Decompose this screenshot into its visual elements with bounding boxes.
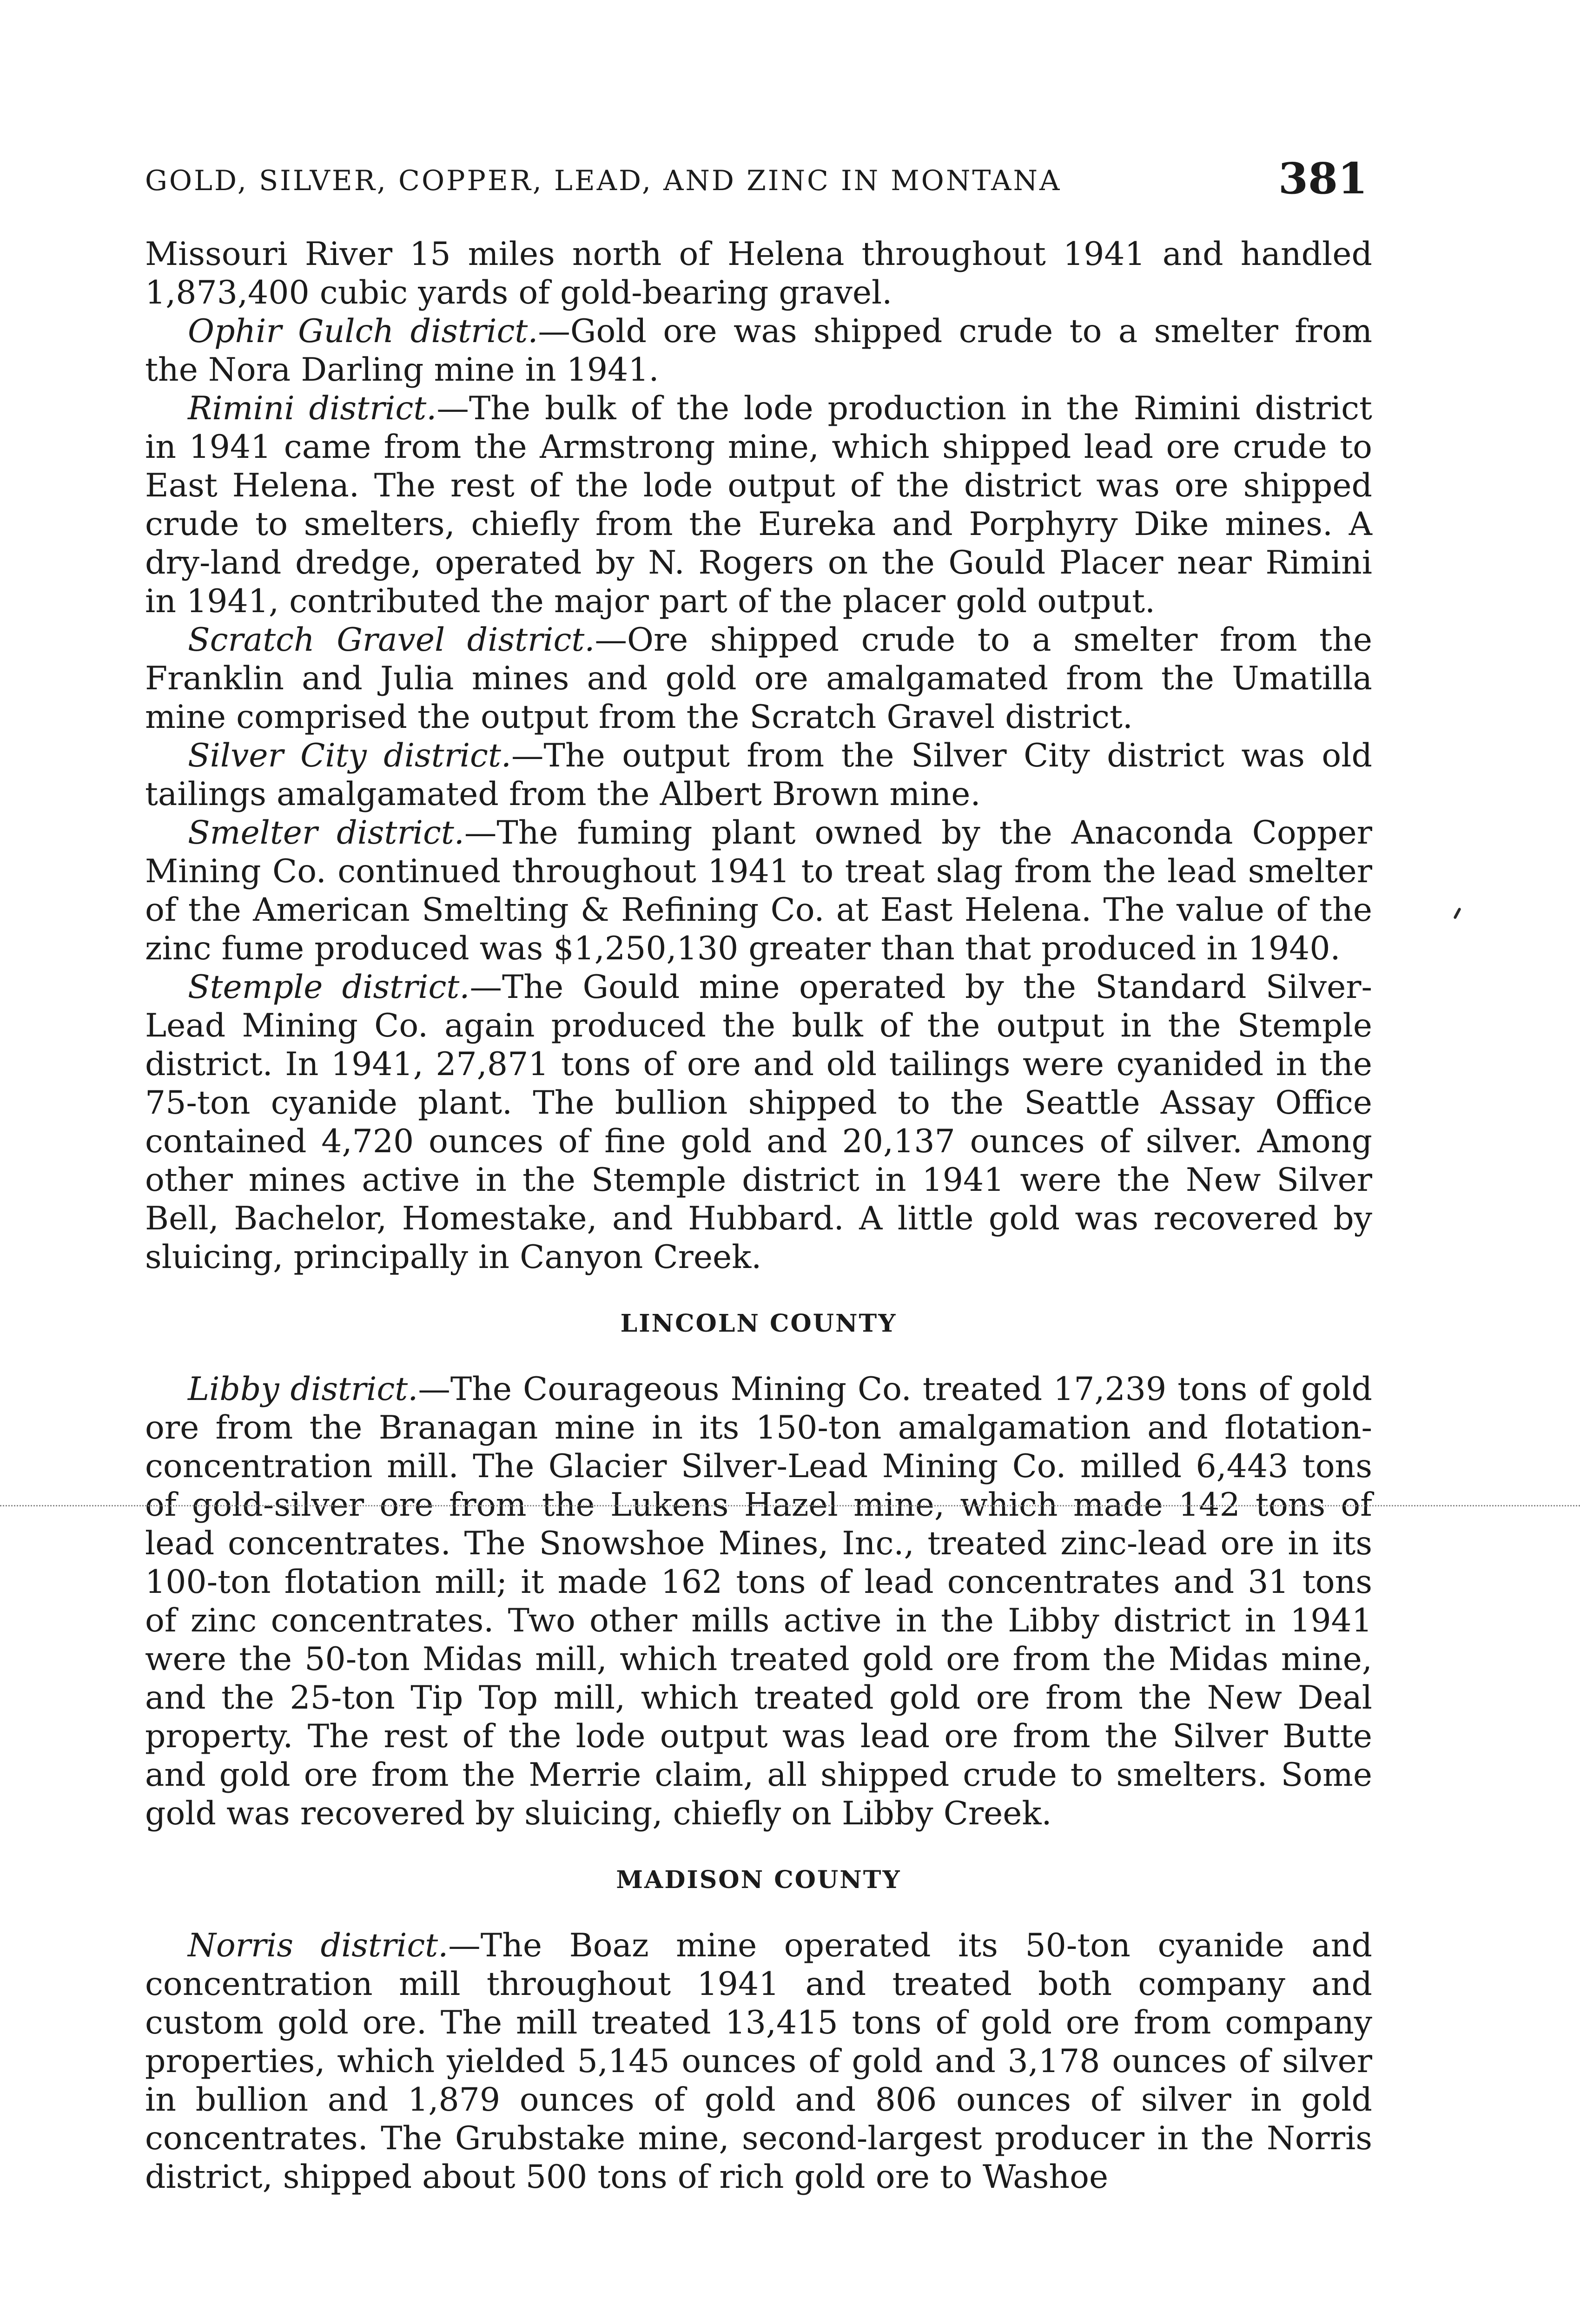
district-name: Scratch Gravel district. xyxy=(188,621,595,659)
paragraph-scratch-gravel xyxy=(145,621,1372,736)
scan-artifact-line xyxy=(0,1505,1580,1506)
district-name: Smelter district. xyxy=(188,814,464,852)
page-header xyxy=(145,153,1372,205)
scan-artifact-mark xyxy=(1453,907,1461,919)
district-name: Norris district. xyxy=(188,1927,449,1964)
paragraph-continuation xyxy=(145,235,1372,312)
district-name: Libby district. xyxy=(188,1370,418,1408)
district-name: Rimini district. xyxy=(188,390,437,427)
paragraph-text: —The Courageous Mining Co. treated 17,239 tons of gold ore from the Branagan mine in its 150-ton amalgamation and flotation-concentration mill. The Glacier Silver-Lead Mining Co. milled 6,443 tons of gold-silver ore from the Lukens Hazel mine, which made 142 tons of lead concentrates. The Snowshoe Mines, Inc., treated zinc-lead ore in its 100-ton flotation mill; it made 162 tons of lead concentrates and 31 tons of zinc concentrates. Two other mills active in the Libby district in 1941 were the 50-ton Midas mill, which treated gold ore from the Midas mine, and the 25-ton Tip Top mill, which treated gold ore from the New Deal property. The rest of the lode output was lead ore from the Silver Butte and gold ore from the Merrie claim, all shipped crude to smelters. Some gold was recovered by sluicing, chiefly on Libby Creek. xyxy=(145,1370,1372,1832)
paragraph-text: —The Boaz mine operated its 50-ton cyanide and concentration mill throughout 1941 and treated both company and custom gold ore. The mill treated 13,415 tons of gold ore from company properties, which yielded 5,145 ounces of gold and 3,178 ounces of silver in bullion and 1,879 ounces of gold and 806 ounces of silver in gold concentrates. The Grubstake mine, second-largest producer in the Norris district, shipped about 500 tons of rich gold ore to Washoe xyxy=(145,1927,1372,2196)
district-name: Stemple district. xyxy=(188,968,470,1006)
paragraph-text: —The output from the Silver City district was old tailings amalgamated from the Albert Brown mine. xyxy=(145,737,1372,813)
running-title: GOLD, SILVER, COPPER, LEAD, AND ZINC IN MONTANA xyxy=(145,165,1062,197)
paragraph-text: Missouri River 15 miles north of Helena throughout 1941 and handled 1,873,400 cubic yards of gold-bearing gravel. xyxy=(145,235,1372,311)
section-heading-lincoln-county: LINCOLN COUNTY xyxy=(620,1309,897,1338)
paragraph-norris xyxy=(145,1926,1372,2196)
paragraph-libby xyxy=(145,1370,1372,1833)
paragraph-text: —The fuming plant owned by the Anaconda Copper Mining Co. continued throughout 1941 to treat slag from the lead smelter of the American Smelting & Refining Co. at East Helena. The value of the zinc fume produced was $1,250,130 greater than that produced in 1940. xyxy=(145,814,1372,967)
paragraph-ophir-gulch xyxy=(145,312,1372,389)
page-number: 381 xyxy=(1278,153,1368,204)
paragraph-smelter xyxy=(145,813,1372,968)
paragraph-silver-city xyxy=(145,736,1372,813)
section-heading-madison-county: MADISON COUNTY xyxy=(616,1866,901,1894)
paragraph-text: —The Gould mine operated by the Standard Silver-Lead Mining Co. again produced the bulk of the output in the Stemple district. In 1941, 27,871 tons of ore and old tailings were cyanided in the 75-ton cyanide plant. The bullion shipped to the Seattle Assay Office contained 4,720 ounces of fine gold and 20,137 ounces of silver. Among other mines active in the Stemple district in 1941 were the New Silver Bell, Bachelor, Homestake, and Hubbard. A little gold was recovered by sluicing, principally in Canyon Creek. xyxy=(145,968,1372,1276)
paragraph-text: —Ore shipped crude to a smelter from the Franklin and Julia mines and gold ore amalgamated from the Umatilla mine comprised the output from the Scratch Gravel district. xyxy=(145,621,1373,736)
body-text xyxy=(145,235,1372,2196)
district-name: Silver City district. xyxy=(188,737,511,774)
paragraph-text: —Gold ore was shipped crude to a smelter from the Nora Darling mine in 1941. xyxy=(145,312,1372,389)
paragraph-text: —The bulk of the lode production in the Rimini district in 1941 came from the Armstrong mine, which shipped lead ore crude to East Helena. The rest of the lode output of the district was ore shipped crude to smelters, chiefly from the Eureka and Porphyry Dike mines. A dry-land dredge, operated by N. Rogers on the Gould Placer near Rimini in 1941, contributed the major part of the placer gold output. xyxy=(145,390,1372,620)
paragraph-stemple xyxy=(145,968,1372,1276)
district-name: Ophir Gulch district. xyxy=(188,312,538,350)
paragraph-rimini xyxy=(145,389,1372,621)
